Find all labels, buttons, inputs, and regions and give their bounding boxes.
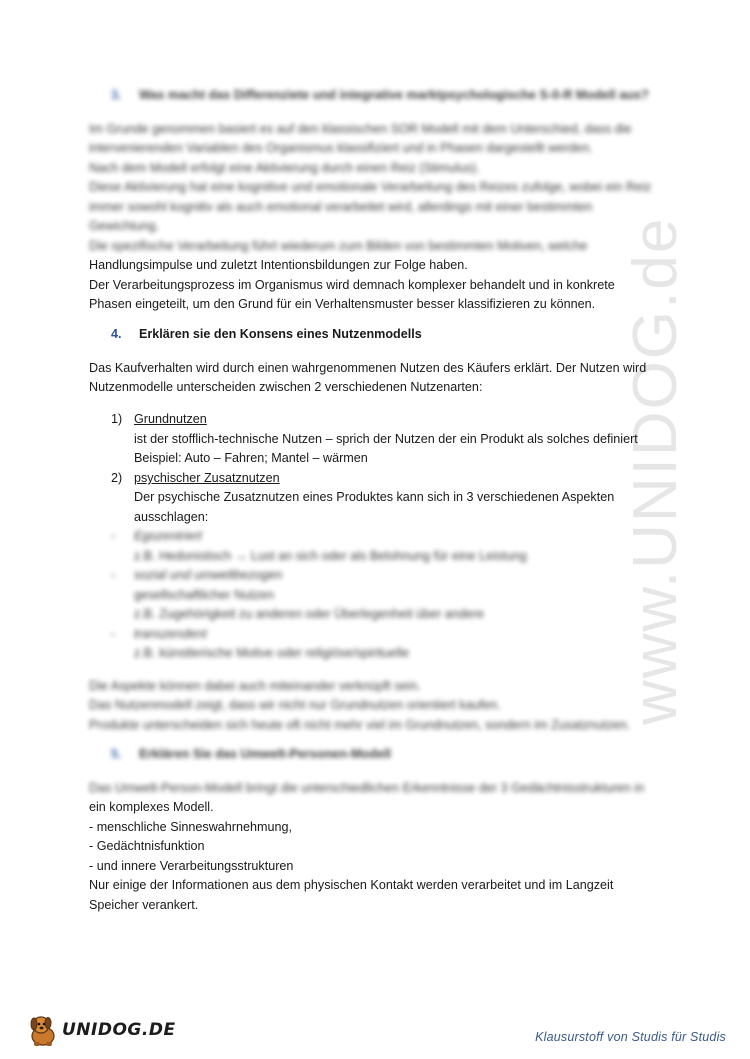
section-3-line: Diese Aktivierung hat eine kognitive und emotionale Verarbeitung des Reizes zufolge, wobei ein Reiz [89,180,652,194]
section-4-number: 4. [111,327,122,341]
aspect-line: z.B. Zugehörigkeit zu anderen oder Überlegenheit über andere [134,607,485,621]
footer-tagline: Klausurstoff von Studis für Studis [535,1030,726,1044]
section-5-line: Speicher verankert. [89,898,199,912]
section-3-line: Der Verarbeitungsprozess im Organismus wird demnach komplexer behandelt und in konkrete [89,278,615,292]
aspect-bullet: - [111,568,116,582]
aspect-title: sozial und umweltbezogen [134,568,283,582]
section-5-heading [111,747,391,761]
section-4-outro-line: Produkte unterscheiden sich heute oft nicht mehr viel im Grundnutzen, sondern im Zusatznutzen. [89,718,631,732]
section-4-intro-line: Das Kaufverhalten wird durch einen wahrgenommenen Nutzen des Käufers erklärt. Der Nutzen wird [89,361,647,375]
section-5-line: Nur einige der Informationen aus dem physischen Kontakt werden verarbeitet und im Langzeit [89,878,614,892]
section-4-heading [111,327,422,341]
section-3-heading [111,88,649,102]
section-3-line: Handlungsimpulse und zuletzt Intentionsbildungen zur Folge haben. [89,258,468,272]
dog-mascot-icon [26,1012,60,1048]
unidog-logo[interactable] [26,1012,176,1048]
aspect-title: Egozentriert [134,529,202,543]
section-3-line: Nach dem Modell erfolgt eine Aktivierung durch einen Reiz (Stimulus). [89,161,480,175]
list-marker: 2) [111,471,123,485]
list-item-line: ist der stofflich-technische Nutzen – sprich der Nutzen der ein Produkt als solches definiert [134,432,638,446]
section-3-line: Gewichtung. [89,219,160,233]
list-item-line: Der psychische Zusatznutzen eines Produktes kann sich in 3 verschiedenen Aspekten [134,490,615,504]
section-3-line: Phasen eingeteilt, um den Grund für ein Verhaltensmuster besser klassifizieren zu können. [89,297,596,311]
section-5-title: Erklären Sie das Umwelt-Personen-Modell [139,747,391,761]
section-5-line: - und innere Verarbeitungsstrukturen [89,859,294,873]
aspect-bullet: - [111,627,116,641]
list-item-title: Grundnutzen [134,412,207,426]
list-item-line: Beispiel: Auto – Fahren; Mantel – wärmen [134,451,368,465]
watermark: www.UNIDOG.de [621,216,690,725]
list-marker: 1) [111,412,123,426]
section-4-title: Erklären sie den Konsens eines Nutzenmodells [139,327,422,341]
section-3-line: Im Grunde genommen basiert es auf den klassischen SOR Modell mit dem Unterschied, dass die [89,122,632,136]
section-3-title: Was macht das Differenziete und integrative marktpsychologische S-0-R Modell aus? [139,88,649,102]
section-5-line: - menschliche Sinneswahrnehmung, [89,820,293,834]
section-4-outro-line: Die Aspekte können dabei auch miteinander verknüpft sein. [89,679,421,693]
section-4-outro-line: Das Nutzenmodell zeigt, dass wir nicht nur Grundnutzen orientiert kaufen. [89,698,501,712]
section-5-number: 5. [111,747,122,761]
section-5-line: ein komplexes Modell. [89,800,214,814]
section-4-intro-line: Nutzenmodelle unterscheiden zwischen 2 verschiedenen Nutzenarten: [89,380,483,394]
section-3-line: immer sowohl kognitiv als auch emotional verarbeitet wird, allerdings mit einer bestimmten [89,200,593,214]
list-item-title: psychischer Zusatznutzen [134,471,280,485]
aspect-line: gesellschaftlicher Nutzen [134,588,275,602]
section-5-line: - Gedächtnisfunktion [89,839,205,853]
section-3-number: 3. [111,88,122,102]
aspect-bullet: - [111,529,116,543]
logo-text: UNIDOG.DE [62,1020,176,1040]
aspect-line: z.B. Hedonistisch → Lust an sich oder als Belohnung für eine Leistung [134,549,527,563]
section-3-line: intervenierenden Variablen des Organismus klassifiziert und in Phasen dargestellt werden. [89,141,593,155]
section-5-line: Das Umwelt-Person-Modell bringt die unterschiedlichen Erkenntnisse der 3 Gedächtnisstrukturen in [89,781,645,795]
section-3-line: Die spezifische Verarbeitung führt wiederum zum Bilden von bestimmten Motiven, welche [89,239,588,253]
aspect-title: transzendent [134,627,207,641]
list-item-line: ausschlagen: [134,510,209,524]
aspect-line: z.B. künstlerische Motive oder religiöse/spirituelle [134,646,410,660]
